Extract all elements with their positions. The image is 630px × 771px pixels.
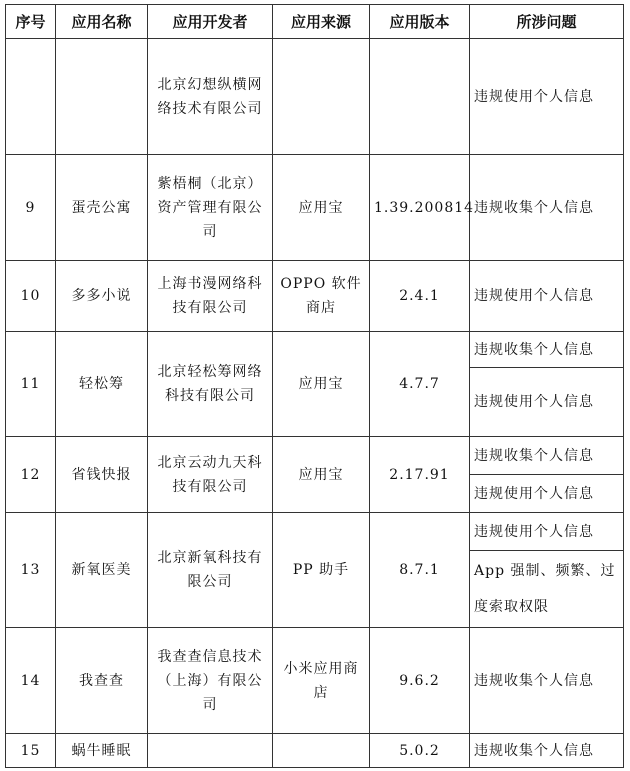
cell-app-name: 多多小说 bbox=[56, 261, 148, 332]
header-app-name: 应用名称 bbox=[56, 5, 148, 39]
table-row bbox=[6, 513, 624, 551]
cell-version: 8.7.1 bbox=[370, 513, 470, 628]
table-header-row bbox=[6, 5, 624, 39]
cell-app-name: 我查查 bbox=[56, 628, 148, 734]
cell-issue: 违规收集个人信息 bbox=[470, 332, 624, 368]
cell-source: 应用宝 bbox=[273, 332, 370, 437]
cell-issue: 违规收集个人信息 bbox=[470, 628, 624, 734]
cell-issue: 违规使用个人信息 bbox=[470, 39, 624, 155]
table-row bbox=[6, 39, 624, 155]
cell-developer: 北京新氧科技有限公司 bbox=[148, 513, 273, 628]
cell-version: 2.17.91 bbox=[370, 437, 470, 513]
cell-source bbox=[273, 734, 370, 768]
header-source: 应用来源 bbox=[273, 5, 370, 39]
cell-developer: 北京幻想纵横网络技术有限公司 bbox=[148, 39, 273, 155]
cell-issue: 违规使用个人信息 bbox=[470, 368, 624, 437]
cell-no: 13 bbox=[6, 513, 56, 628]
table-row bbox=[6, 628, 624, 734]
cell-app-name: 省钱快报 bbox=[56, 437, 148, 513]
cell-no: 12 bbox=[6, 437, 56, 513]
cell-no: 9 bbox=[6, 155, 56, 261]
header-issues: 所涉问题 bbox=[470, 5, 624, 39]
cell-no: 10 bbox=[6, 261, 56, 332]
app-issues-table bbox=[5, 4, 624, 768]
table-row bbox=[6, 332, 624, 368]
header-no: 序号 bbox=[6, 5, 56, 39]
cell-source: 应用宝 bbox=[273, 437, 370, 513]
table-row bbox=[6, 155, 624, 261]
cell-version: 4.7.7 bbox=[370, 332, 470, 437]
cell-issue: 违规收集个人信息 bbox=[470, 155, 624, 261]
cell-source: 小米应用商店 bbox=[273, 628, 370, 734]
cell-no: 15 bbox=[6, 734, 56, 768]
table-row bbox=[6, 437, 624, 475]
cell-version: 1.39.200814 bbox=[370, 155, 470, 261]
cell-app-name: 蛋壳公寓 bbox=[56, 155, 148, 261]
table-row bbox=[6, 261, 624, 332]
cell-developer: 紫梧桐（北京）资产管理有限公司 bbox=[148, 155, 273, 261]
cell-app-name: 轻松筹 bbox=[56, 332, 148, 437]
cell-issue: App 强制、频繁、过度索取权限 bbox=[470, 551, 624, 628]
cell-no: 14 bbox=[6, 628, 56, 734]
cell-app-name bbox=[56, 39, 148, 155]
cell-issue: 违规使用个人信息 bbox=[470, 475, 624, 513]
cell-developer bbox=[148, 734, 273, 768]
cell-developer: 我查查信息技术（上海）有限公司 bbox=[148, 628, 273, 734]
cell-no: 11 bbox=[6, 332, 56, 437]
cell-developer: 北京轻松筹网络科技有限公司 bbox=[148, 332, 273, 437]
cell-version: 2.4.1 bbox=[370, 261, 470, 332]
cell-version: 5.0.2 bbox=[370, 734, 470, 768]
table-row bbox=[6, 734, 624, 768]
cell-source: OPPO 软件商店 bbox=[273, 261, 370, 332]
cell-developer: 上海书漫网络科技有限公司 bbox=[148, 261, 273, 332]
cell-app-name: 蜗牛睡眠 bbox=[56, 734, 148, 768]
cell-app-name: 新氧医美 bbox=[56, 513, 148, 628]
cell-version: 9.6.2 bbox=[370, 628, 470, 734]
cell-source: PP 助手 bbox=[273, 513, 370, 628]
cell-source bbox=[273, 39, 370, 155]
cell-issue: 违规收集个人信息 bbox=[470, 734, 624, 768]
cell-issue: 违规收集个人信息 bbox=[470, 437, 624, 475]
cell-version bbox=[370, 39, 470, 155]
header-version: 应用版本 bbox=[370, 5, 470, 39]
cell-source: 应用宝 bbox=[273, 155, 370, 261]
header-developer: 应用开发者 bbox=[148, 5, 273, 39]
cell-developer: 北京云动九天科技有限公司 bbox=[148, 437, 273, 513]
cell-issue: 违规使用个人信息 bbox=[470, 513, 624, 551]
cell-issue: 违规使用个人信息 bbox=[470, 261, 624, 332]
cell-no bbox=[6, 39, 56, 155]
